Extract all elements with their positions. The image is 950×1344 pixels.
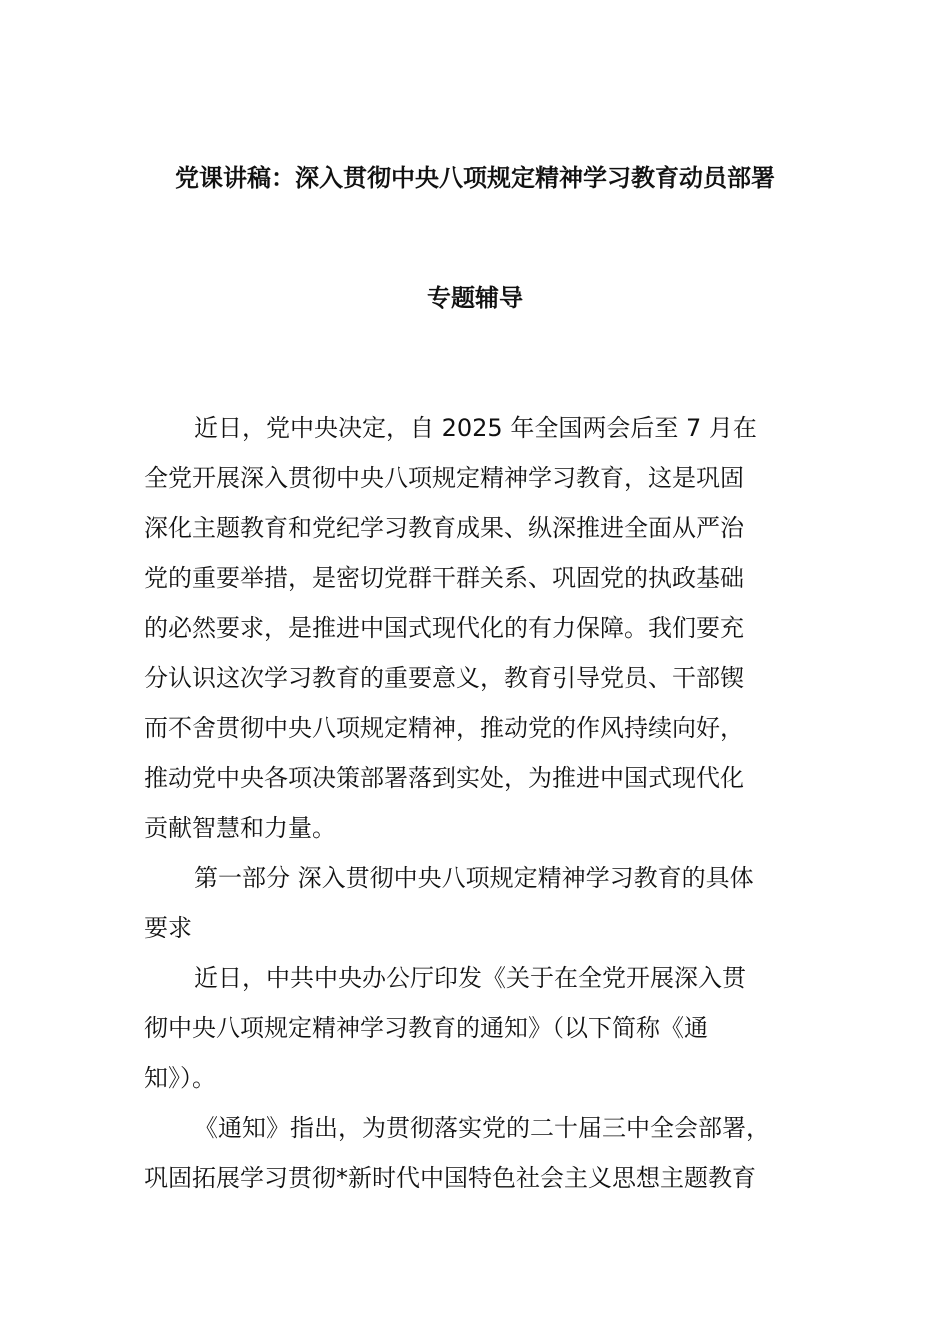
body-line: 而不舍贯彻中央八项规定精神，推动党的作风持续向好， bbox=[144, 714, 744, 742]
body-line: 分认识这次学习教育的重要意义，教育引导党员、干部锲 bbox=[144, 664, 744, 692]
section-heading-line: 要求 bbox=[144, 914, 192, 942]
body-line: 近日，中共中央办公厅印发《关于在全党开展深入贯 bbox=[194, 964, 746, 992]
body-line: 党的重要举措，是密切党群干群关系、巩固党的执政基础 bbox=[144, 564, 744, 592]
body-line: 全党开展深入贯彻中央八项规定精神学习教育，这是巩固 bbox=[144, 464, 744, 492]
section-heading-line: 第一部分 深入贯彻中央八项规定精神学习教育的具体 bbox=[194, 864, 754, 892]
body-line: 彻中央八项规定精神学习教育的通知》（以下简称《通 bbox=[144, 1014, 708, 1042]
body-line: 巩固拓展学习贯彻*新时代中国特色社会主义思想主题教育 bbox=[144, 1164, 756, 1192]
body-line: 知》）。 bbox=[144, 1064, 216, 1092]
body-line: 《通知》指出，为贯彻落实党的二十届三中全会部署， bbox=[194, 1114, 770, 1142]
body-line: 贡献智慧和力量。 bbox=[144, 814, 336, 842]
body-line: 推动党中央各项决策部署落到实处，为推进中国式现代化 bbox=[144, 764, 744, 792]
document-title-line-2: 专题辅导 bbox=[427, 284, 523, 312]
document-body bbox=[144, 403, 816, 1203]
body-line: 深化主题教育和党纪学习教育成果、纵深推进全面从严治 bbox=[144, 514, 744, 542]
document-title-line-1: 党课讲稿：深入贯彻中央八项规定精神学习教育动员部署 bbox=[175, 164, 775, 192]
body-line: 近日，党中央决定，自 2025 年全国两会后至 7 月在 bbox=[194, 414, 757, 442]
body-line: 的必然要求，是推进中国式现代化的有力保障。我们要充 bbox=[144, 614, 744, 642]
